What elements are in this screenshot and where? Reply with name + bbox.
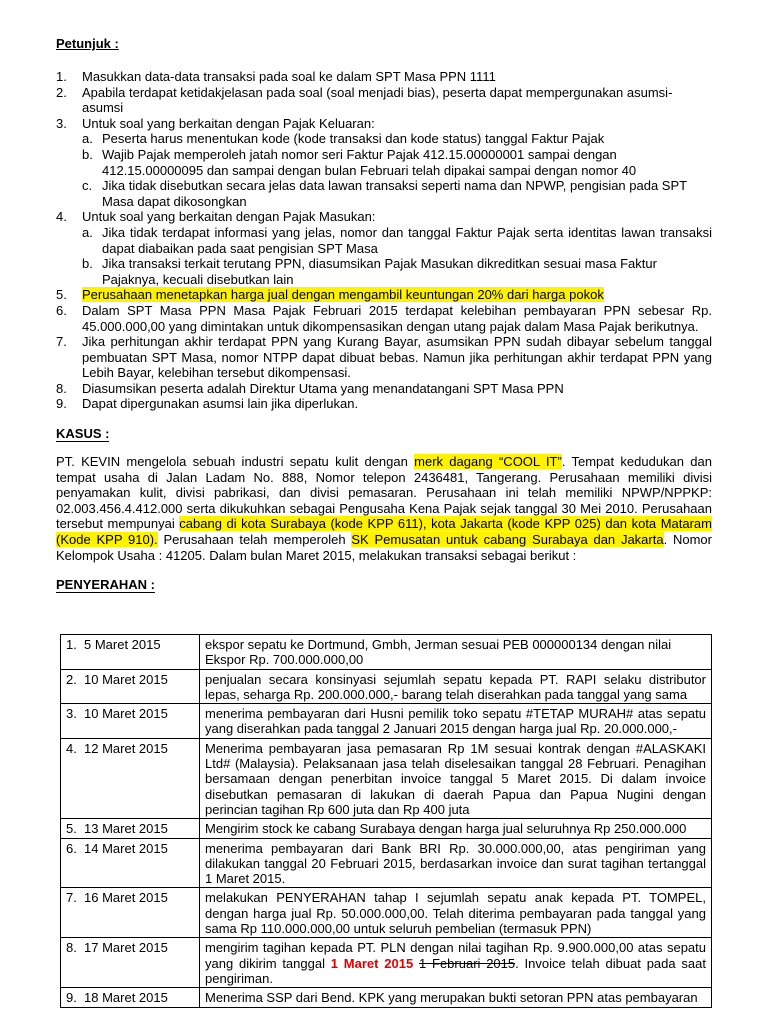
list-item (56, 396, 712, 412)
penyerahan-heading (56, 577, 712, 592)
date-cell (61, 635, 200, 670)
sub-list-item (82, 178, 712, 209)
row-number: 9. (66, 990, 77, 1006)
kasus-text-part: . Tempat kedudukan dan tempat usaha di Jalan Ladam No. 888, Nomor telepon 2436481, Tangerang. Perusahaan memiliki divisi penyamakan kulit, divisi pabrikasi, dan divisi pemasaran. Perusahaan ini telah memiliki NPWP/NPPKP: 02.003.456.4.412.000 serta dikukuhkan sebagai Pengusaha Kena Pajak sejak tanggal 30 Mei 2010. Perusahaan tersebut mempunyai (56, 454, 712, 532)
kasus-text-part: . Nomor Kelompok Usaha : 41205. Dalam bulan Maret 2015, melakukan transaksi sebagai berikut : (56, 532, 712, 563)
sub-list-item (82, 225, 712, 256)
row-number: 3. (66, 706, 77, 722)
list-item (56, 381, 712, 397)
date-cell (61, 669, 200, 704)
table-row (61, 838, 712, 888)
row-date: 10 Maret 2015 (84, 706, 168, 722)
table-row (61, 819, 712, 838)
sub-list (82, 225, 712, 287)
item-text: Diasumsikan peserta adalah Direktur Utama yang menandatangani SPT Masa PPN (82, 380, 564, 396)
description-cell: penjualan secara konsinyasi sejumlah sepatu kepada PT. RAPI selaku distributor lepas, seharga Rp. 200.000.000,- barang telah diserahkan pada tanggal yang sama (200, 669, 712, 704)
list-item (56, 287, 712, 303)
row-date: 10 Maret 2015 (84, 671, 168, 687)
description-cell: Menerima SSP dari Bend. KPK yang merupakan bukti setoran PPN atas pembayaran (200, 988, 712, 1007)
item-number: 3. (56, 115, 67, 131)
kasus-paragraph (56, 454, 712, 563)
item-number: 2. (56, 84, 67, 100)
row-date: 14 Maret 2015 (84, 840, 168, 856)
list-item (56, 209, 712, 287)
penyerahan-section (56, 577, 712, 592)
sub-item-text: Wajib Pajak memperoleh jatah nomor seri Faktur Pajak 412.15.00000001 sampai dengan 412.15.00000095 dan sampai dengan bulan Februari telah dipakai sampai dengan nomor 40 (102, 146, 637, 178)
row-number: 1. (66, 637, 77, 652)
sub-item-letter: a. (82, 224, 93, 240)
date-cell (61, 738, 200, 818)
sub-list (82, 131, 712, 209)
item-text: Apabila terdapat ketidakjelasan pada soal (soal menjadi bias), peserta dapat mempergunakan asumsi-asumsi (82, 84, 673, 116)
kasus-section (56, 426, 712, 563)
kasus-heading (56, 426, 712, 441)
table-row (61, 988, 712, 1007)
row-date: 12 Maret 2015 (84, 740, 168, 756)
row-number: 5. (66, 821, 77, 837)
item-text: Jika perhitungan akhir terdapat PPN yang Kurang Bayar, asumsikan PPN sudah dibayar sebelum tanggal pembuatan SPT Masa, nomor NTPP dapat dibuat bebas. Namun jika perhitungan akhir terdapat PPN yang Lebih Bayar, kelebihan tersebut dikompensasi. (82, 334, 712, 381)
item-number: 8. (56, 380, 67, 396)
sub-list-item (82, 131, 712, 147)
table-row (61, 938, 712, 988)
sub-item-letter: c. (82, 178, 93, 194)
row-date: 16 Maret 2015 (84, 890, 168, 906)
kasus-highlight: merk dagang “COOL IT” (414, 454, 562, 470)
description-cell: melakukan PENYERAHAN tahap I sejumlah sepatu anak kepada PT. TOMPEL, dengan harga jual Rp. 50.000.000,00. Telah diterima pembayaran pada tanggal yang sama Rp 110.000.000,00 untuk seluruh pembelian (termasuk PPN) (200, 888, 712, 938)
sub-list-item (82, 256, 712, 287)
list-item (56, 69, 712, 85)
table-row (61, 669, 712, 704)
date-cell (61, 704, 200, 739)
row-number: 6. (66, 840, 77, 856)
item-number: 7. (56, 334, 67, 350)
row-date: 5 Maret 2015 (84, 637, 161, 652)
description-text: . Invoice telah dibuat pada saat pengiriman. (205, 955, 706, 986)
corrected-date: 1 Maret 2015 (330, 955, 414, 971)
table-row (61, 738, 712, 818)
kasus-text-part: PT. KEVIN mengelola sebuah industri sepatu kulit dengan (56, 454, 415, 470)
description-cell (200, 938, 712, 988)
list-item (56, 116, 712, 210)
sub-item-text: Jika tidak terdapat informasi yang jelas, nomor dan tanggal Faktur Pajak serta identitas lawan transaksi dapat diabaikan pada saat pengisian SPT Masa (102, 224, 712, 256)
item-number: 6. (56, 302, 67, 318)
penyerahan-heading-text: PENYERAHAN : (56, 577, 155, 593)
date-cell (61, 838, 200, 888)
row-date: 13 Maret 2015 (84, 821, 168, 837)
list-item (56, 334, 712, 381)
item-text: Untuk soal yang berkaitan dengan Pajak Masukan: (82, 209, 376, 225)
kasus-highlight: SK Pemusatan untuk cabang Surabaya dan Jakarta (351, 532, 664, 548)
row-date: 18 Maret 2015 (84, 990, 168, 1006)
row-number: 8. (66, 940, 77, 956)
description-text: mengirim tagihan kepada PT. PLN dengan nilai tagihan Rp. 9.900.000,00 atas sepatu yang dikirim tanggal (205, 940, 706, 971)
sub-item-text: Jika transaksi terkait terutang PPN, diasumsikan Pajak Masukan dikreditkan sesuai masa Faktur Pajaknya, kecuali disebutkan lain (102, 256, 657, 287)
sub-item-letter: b. (82, 256, 93, 272)
table-row (61, 635, 712, 670)
struck-date: 1 Februari 2015 (418, 955, 516, 971)
petunjuk-heading: Petunjuk : (56, 36, 119, 51)
kasus-text-part: Perusahaan telah memperoleh (157, 532, 352, 548)
document-body (56, 36, 712, 592)
sub-item-letter: b. (82, 146, 93, 162)
description-cell: ekspor sepatu ke Dortmund, Gmbh, Jerman sesuai PEB 000000134 dengan nilai Ekspor Rp. 700.000.000,00 (200, 635, 712, 670)
sub-list-item (82, 147, 712, 178)
description-cell: Menerima pembayaran jasa pemasaran Rp 1M sesuai kontrak dengan #ALASKAKI Ltd# (Malaysia). Pelaksanaan jasa telah diselesaikan tanggal 28 Februari. Penagihan bersamaan dengan penerbitan invoice tanggal 5 Maret 2015. Di dalam invoice disebutkan pemasaran di lakukan di daerah Papua dan Papua Nugini dengan perincian tagihan Rp 600 juta dan Rp 400 juta (200, 738, 712, 818)
table-row (61, 704, 712, 739)
item-number: 9. (56, 396, 67, 412)
list-item (56, 303, 712, 334)
petunjuk-list (56, 69, 712, 412)
kasus-highlight: cabang di kota Surabaya (kode KPP 611), kota Jakarta (kode KPP 025) dan kota Mataram (Kode KPP 910). (56, 516, 712, 548)
highlighted-item-text: Perusahaan menetapkan harga jual dengan mengambil keuntungan 20% dari harga pokok (82, 287, 604, 303)
kasus-heading-text: KASUS : (56, 426, 110, 442)
sub-item-text: Jika tidak disebutkan secara jelas data lawan transaksi seperti nama dan NPWP, pengisian pada SPT Masa dapat dikosongkan (102, 178, 687, 209)
date-cell (61, 819, 200, 838)
row-number: 2. (66, 671, 77, 687)
sub-item-text: Peserta harus menentukan kode (kode transaksi dan kode status) tanggal Faktur Pajak (102, 131, 605, 147)
date-cell (61, 988, 200, 1007)
item-text: Masukkan data-data transaksi pada soal ke dalam SPT Masa PPN 1111 (82, 69, 496, 84)
item-number: 5. (56, 287, 67, 303)
description-cell: Mengirim stock ke cabang Surabaya dengan harga jual seluruhnya Rp 250.000.000 (200, 819, 712, 838)
description-cell: menerima pembayaran dari Bank BRI Rp. 30.000.000,00, atas pengiriman yang dilakukan tanggal 20 Februari 2015, berdasarkan invoice dan surat tagihan tertanggal 1 Maret 2015. (200, 838, 712, 888)
item-text: Dalam SPT Masa PPN Masa Pajak Februari 2015 terdapat kelebihan pembayaran PPN sebesar Rp. 45.000.000,00 yang dimintakan untuk dikompensasikan dengan utang pajak dalam Masa Pajak berikutnya. (82, 302, 712, 334)
description-cell: menerima pembayaran dari Husni pemilik toko sepatu #TETAP MURAH# atas sepatu yang diserahkan pada tanggal 2 Januari 2015 dengan harga jual Rp. 20.000.000,- (200, 704, 712, 739)
item-number: 4. (56, 209, 67, 225)
item-text: Untuk soal yang berkaitan dengan Pajak Keluaran: (82, 115, 375, 131)
row-number: 4. (66, 740, 77, 756)
item-number: 1. (56, 69, 67, 84)
date-cell (61, 888, 200, 938)
sub-item-letter: a. (82, 131, 93, 147)
table-row (61, 888, 712, 938)
row-number: 7. (66, 890, 77, 906)
list-item (56, 85, 712, 116)
row-date: 17 Maret 2015 (84, 940, 168, 956)
penyerahan-table (60, 634, 712, 1008)
item-text: Dapat dipergunakan asumsi lain jika diperlukan. (82, 396, 359, 412)
date-cell (61, 938, 200, 988)
